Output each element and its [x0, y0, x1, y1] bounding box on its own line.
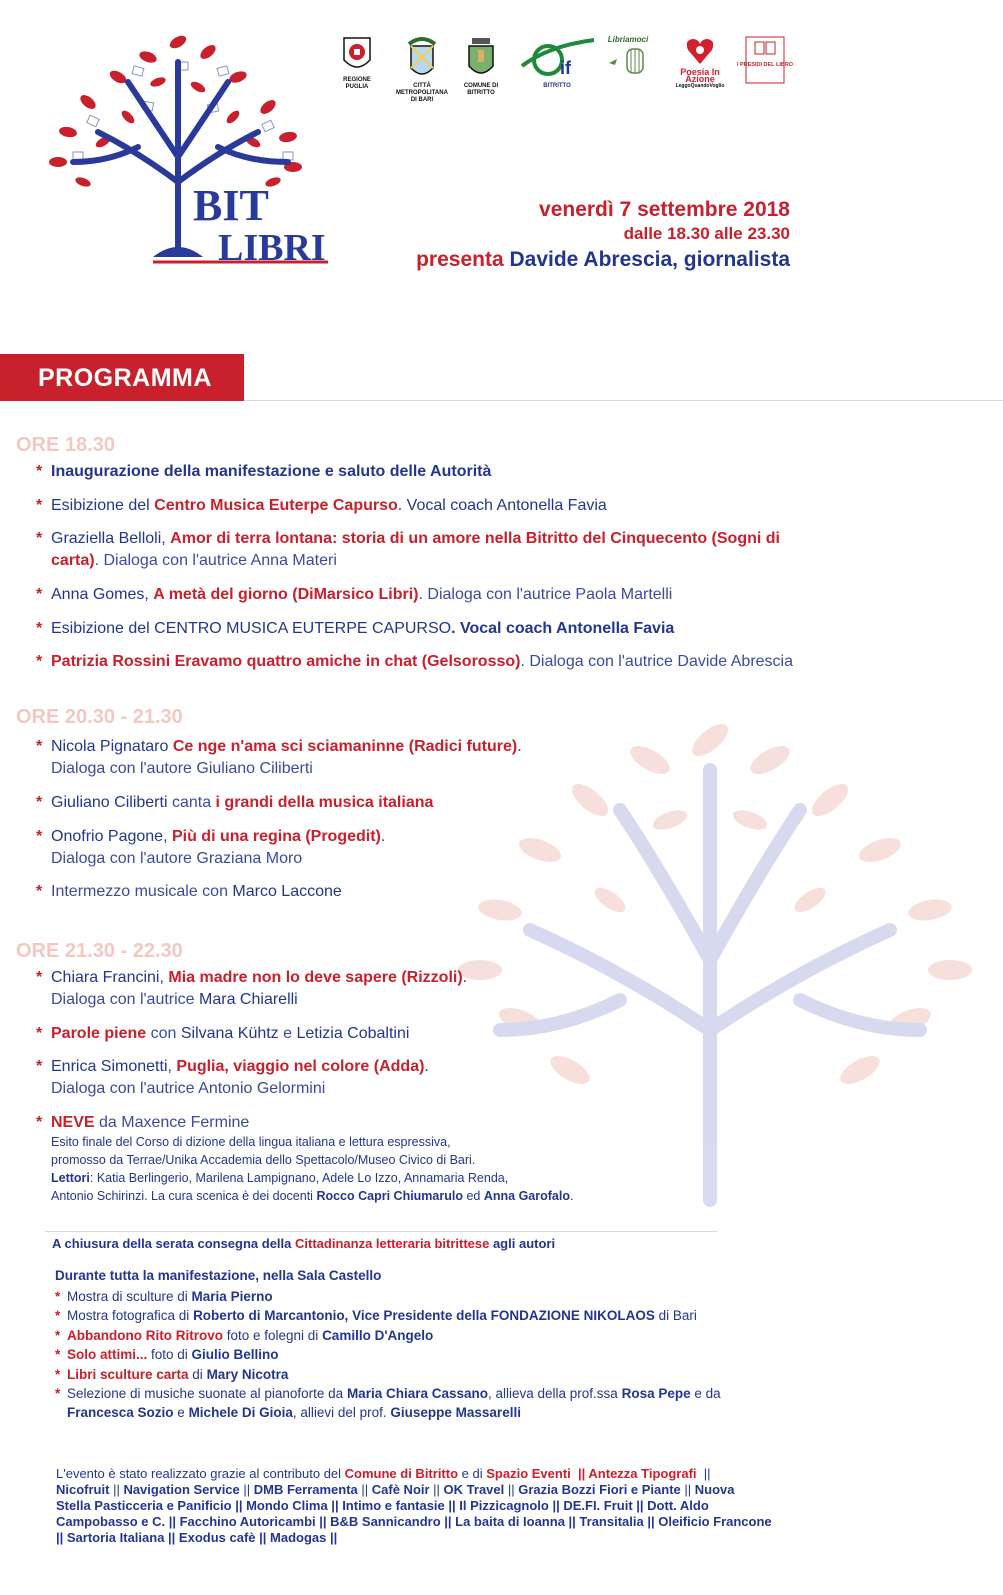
divider — [45, 1231, 717, 1232]
section-time-2: ORE 20.30 - 21.30 — [16, 706, 183, 728]
program-item: * Graziella Belloli, Amor di terra lontana: storia di un amore nella Bitritto del Cinquecento (Sogni di carta). Dialoga con l'autrice Anna Materi — [36, 530, 780, 569]
svg-text:if: if — [560, 58, 571, 78]
partner-logo-libriamoci: Libriamoci — [597, 36, 659, 80]
sponsor-name: Nuova — [694, 1482, 735, 1497]
program-item: * Esibizione del Centro Musica Euterpe Capurso. Vocal coach Antonella Favia — [36, 497, 607, 514]
comune-bitritto-crest-icon — [466, 36, 496, 80]
durante-heading: Durante tutta la manifestazione, nella Sala Castello — [55, 1268, 382, 1283]
event-presenter — [416, 248, 790, 272]
partner-logo-poesia-in-azione: Poesia In Azione LeggoQuandoVoglio — [665, 36, 735, 90]
program-item: * NEVE da Maxence Fermine — [36, 1114, 250, 1131]
sponsor-name: Cafè Noir — [371, 1482, 430, 1497]
event-date: venerdì 7 settembre 2018 — [539, 198, 790, 221]
programma-title: PROGRAMMA — [38, 364, 212, 392]
sponsor-name: Navigation Service — [123, 1482, 240, 1497]
presidi-book-icon — [736, 36, 794, 84]
program-item: * Anna Gomes, A metà del giorno (DiMarsico Libri). Dialoga con l'autrice Paola Martelli — [36, 586, 673, 603]
partner-logo-regione-puglia: REGIONE PUGLIA — [335, 36, 379, 91]
neve-description: Esito finale del Corso di dizione della lingua italiana e lettura espressiva, promosso da Terrae/Unika Accademia dello Spettacolo/Museo Civico di Bari. Lettori: Katia Berlingerio, Marilena Lampignano, Adele Lo Izzo, Annamaria Renda, Antonio Schirinzi. La cura scenica è dei docenti Rocco Capri Chiumarulo ed Anna Garofalo. — [51, 1135, 574, 1203]
section-time-1: ORE 18.30 — [16, 434, 115, 456]
event-time: dalle 18.30 alle 23.30 — [623, 224, 790, 243]
partner-logo-presidi-del-libro — [736, 36, 794, 87]
sponsors-footer: L'evento è stato realizzato grazie al contributo del Comune di Bitritto e di Spazio Eventi || Antezza Tipografi || Nicofruit || Navigation Service || DMB Ferramenta || Cafè Noir || OK Travel || Grazia Bozzi Fiori e Piante || Nuova Stella Pasticceria e Panificio || Mondo Clima || Intimo e fantasie || Il Pizzicagnolo || DE.FI. Fruit || Dott. Aldo Campobasso e C. || Facchino Autoricambi || B&B Sannicandro || La baita di Ioanna || Transitalia || Oleificio Francone || Sartoria Italiana || Exodus cafè || Madogas || — [56, 1466, 801, 1546]
exhibit-item: * Solo attimi... foto di Giulio Bellino — [55, 1347, 279, 1362]
sponsor-name: Nicofruit — [56, 1482, 110, 1497]
sponsor-name: OK Travel — [443, 1482, 505, 1497]
program-item: * Nicola Pignataro Ce nge n'ama sci sciamaninne (Radici future). Dialoga con l'autore Giuliano Ciliberti — [36, 738, 522, 777]
partner-logo-cif: if BITRITTO — [517, 36, 597, 90]
bitlibri-logo — [28, 22, 338, 272]
heart-icon — [685, 36, 715, 66]
program-item: * Giuliano Ciliberti canta i grandi della musica italiana — [36, 794, 434, 811]
separator: || — [504, 1482, 519, 1497]
programma-banner — [0, 354, 244, 401]
separator: || — [680, 1482, 695, 1497]
exhibit-item: * Abbandono Rito Ritrovo foto e folegni di Camillo D'Angelo — [55, 1328, 434, 1343]
svg-text:I PRESIDI DEL LIBRO: I PRESIDI DEL LIBRO — [736, 62, 794, 68]
program-item: * Inaugurazione della manifestazione e saluto delle Autorità — [36, 463, 492, 480]
logo-libri-text: LIBRI — [218, 227, 326, 269]
program-item: * Onofrio Pagone, Più di una regina (Progedit). Dialoga con l'autore Graziana Moro — [36, 828, 386, 867]
cif-logo-icon — [518, 36, 596, 80]
separator: || — [239, 1482, 254, 1497]
program-item: * Intermezzo musicale con Marco Laccone — [36, 883, 342, 900]
partner-logos — [335, 35, 794, 126]
partner-logo-citta-metropolitana: CITTÀ METROPOLITANA DI BARI — [395, 36, 449, 104]
exhibit-item: * Mostra fotografica di Roberto di Marcantonio, Vice Presidente della FONDAZIONE NIKOLAOS di Bari — [55, 1308, 697, 1323]
birdcage-icon — [605, 43, 651, 77]
sponsor-list — [56, 1482, 801, 1498]
logo-bit-text: BIT — [193, 181, 269, 230]
program-item: * Patrizia Rossini Eravamo quattro amiche in chat (Gelsorosso). Dialoga con l'autrice Davide Abrescia — [36, 653, 793, 670]
regione-puglia-crest-icon — [342, 36, 372, 74]
exhibit-item: * Mostra di sculture di Maria Pierno — [55, 1289, 273, 1304]
program-item: * Parole piene con Silvana Kühtz e Letizia Cobaltini — [36, 1025, 410, 1042]
separator: || — [357, 1482, 372, 1497]
section-time-3: ORE 21.30 - 22.30 — [16, 940, 183, 962]
chiusura-note: A chiusura della serata consegna della Cittadinanza letteraria bitrittese agli autori — [52, 1236, 556, 1251]
separator: || — [109, 1482, 124, 1497]
partner-logo-comune-bitritto: COMUNE DI BITRITTO — [459, 36, 503, 97]
program-item: * Esibizione del CENTRO MUSICA EUTERPE CAPURSO. Vocal coach Antonella Favia — [36, 620, 675, 637]
program-item: * Enrica Simonetti, Puglia, viaggio nel colore (Adda). Dialoga con l'autrice Antonio Gelormini — [36, 1058, 429, 1097]
exhibit-item: * Libri sculture carta di Mary Nicotra — [55, 1367, 289, 1382]
separator: || — [429, 1482, 444, 1497]
exhibit-item: * Selezione di musiche suonate al pianoforte da Maria Chiara Cassano, allieva della prof.ssa Rosa Pepe e da Francesca Sozio e Michele Di Gioia, allievi del prof. Giuseppe Massarelli — [55, 1386, 721, 1420]
divider — [244, 400, 1003, 401]
sponsor-name: Grazia Bozzi Fiori e Piante — [518, 1482, 681, 1497]
sponsor-name: DMB Ferramenta — [253, 1482, 358, 1497]
program-item: * Chiara Francini, Mia madre non lo deve sapere (Rizzoli). Dialoga con l'autrice Mara Chiarelli — [36, 969, 468, 1008]
citta-metropolitana-crest-icon — [405, 36, 439, 80]
presenter-name: Davide Abrescia, giornalista — [509, 248, 790, 271]
presenter-prefix: presenta — [416, 248, 504, 271]
